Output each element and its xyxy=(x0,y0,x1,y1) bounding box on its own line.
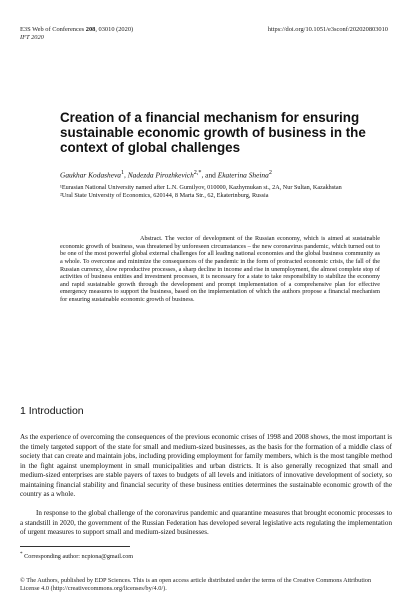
license-footer: © The Authors, published by EDP Sciences. This is an open access article distributed under the terms of the Creative Commons Attribution License 4.0 (http://creativecommons.org/licenses/by/4.0/). xyxy=(20,577,372,592)
conference-name: IFT 2020 xyxy=(20,34,44,41)
paper-title: Creation of a financial mechanism for ensuring sustainable economic growth of business in the context of global challenges xyxy=(60,110,366,155)
abstract-label: Abstract. xyxy=(140,235,163,242)
footnote: * Corresponding author: ncpiona@gmail.com xyxy=(20,551,134,561)
running-header-left xyxy=(20,26,133,42)
abstract xyxy=(60,235,380,304)
author-list: Gaukhar Kodasheva$^1$, Nadezda Pirozhkevich$^{2,*}$, and Ekaterina Sheina$^2$ xyxy=(60,170,272,180)
author-3: Ekaterina Sheina xyxy=(217,170,269,180)
journal-line: E3S Web of Conferences 208, 03010 (2020) xyxy=(20,26,134,33)
section-title: Introduction xyxy=(25,405,84,417)
affiliations xyxy=(60,184,370,199)
abstract-text: The vector of development of the Russian economy, which is aimed at sustainable economic growth of business, was threatened by unforeseen circumstances – the new coronavirus pandemic, which turned out to be one of the most powerful global external challenges for all leading national economies and the global business community as a whole. To overcome and minimize the consequences of the pandemic in the form of protracted economic crisis, the fall of the Russian currency, slow reproductive processes, a sharp decline in income and rise in unemployment, the almost complete stop of activities of business entities and investment processes, it is necessary for a state to take responsibility to stabilize the economy and rapid sustainable growth through the development and prompt implementation of a comprehensive plan for effective emergency measures to support the business, based on the implementation of which the authors propose a financial mechanism for ensuring sustainable economic growth of business. xyxy=(60,235,380,303)
volume-number: 208 xyxy=(85,26,96,33)
doi-link[interactable]: https://doi.org/10.1051/e3sconf/202020803010 xyxy=(267,26,388,33)
section-number: 1 xyxy=(20,405,26,417)
affiliation-2: ²Ural State University of Economics, 620144, 8 Marta Str., 62, Ekaterinburg, Russia xyxy=(60,191,269,199)
author-2: Nadezda Pirozhkevich xyxy=(127,170,194,180)
affiliation-1: ¹Eurasian National University named after L.N. Gumilyov, 010000, Kazhymukan st., 2A, Nur Sultan, Kazakhstan xyxy=(60,184,342,191)
section-heading xyxy=(20,405,84,417)
corresponding-email[interactable]: ncpiona@gmail.com xyxy=(81,553,134,561)
footnote-divider xyxy=(20,546,130,547)
author-1: Gaukhar Kodasheva xyxy=(60,170,121,180)
paragraph-1: As the experience of overcoming the consequences of the previous economic crises of 1998 and 2008 shows, the most important is the timely targeted support of the state for small and medium-sized businesses, as the basis for the formation of a middle class of society that can create and maintain jobs, including providing employment for family members, which is the most tangible method in the fight against unemployment in small municipalities and urban districts. It is also generally recognized that small and medium-sized enterprises are stable payers of taxes to budgets of all levels and initiators of innovative development of society, so maintaining financial stability and financial security of these business entities determines the sustainable economic growth of the country as a whole. xyxy=(20,433,392,498)
paragraph-2: In response to the global challenge of the coronavirus pandemic and quarantine measures that brought economic processes to a standstill in 2020, the government of the Russian Federation has developed several legislative acts regulating the implementation of urgent measures to support small and medium-sized businesses. xyxy=(20,509,392,536)
